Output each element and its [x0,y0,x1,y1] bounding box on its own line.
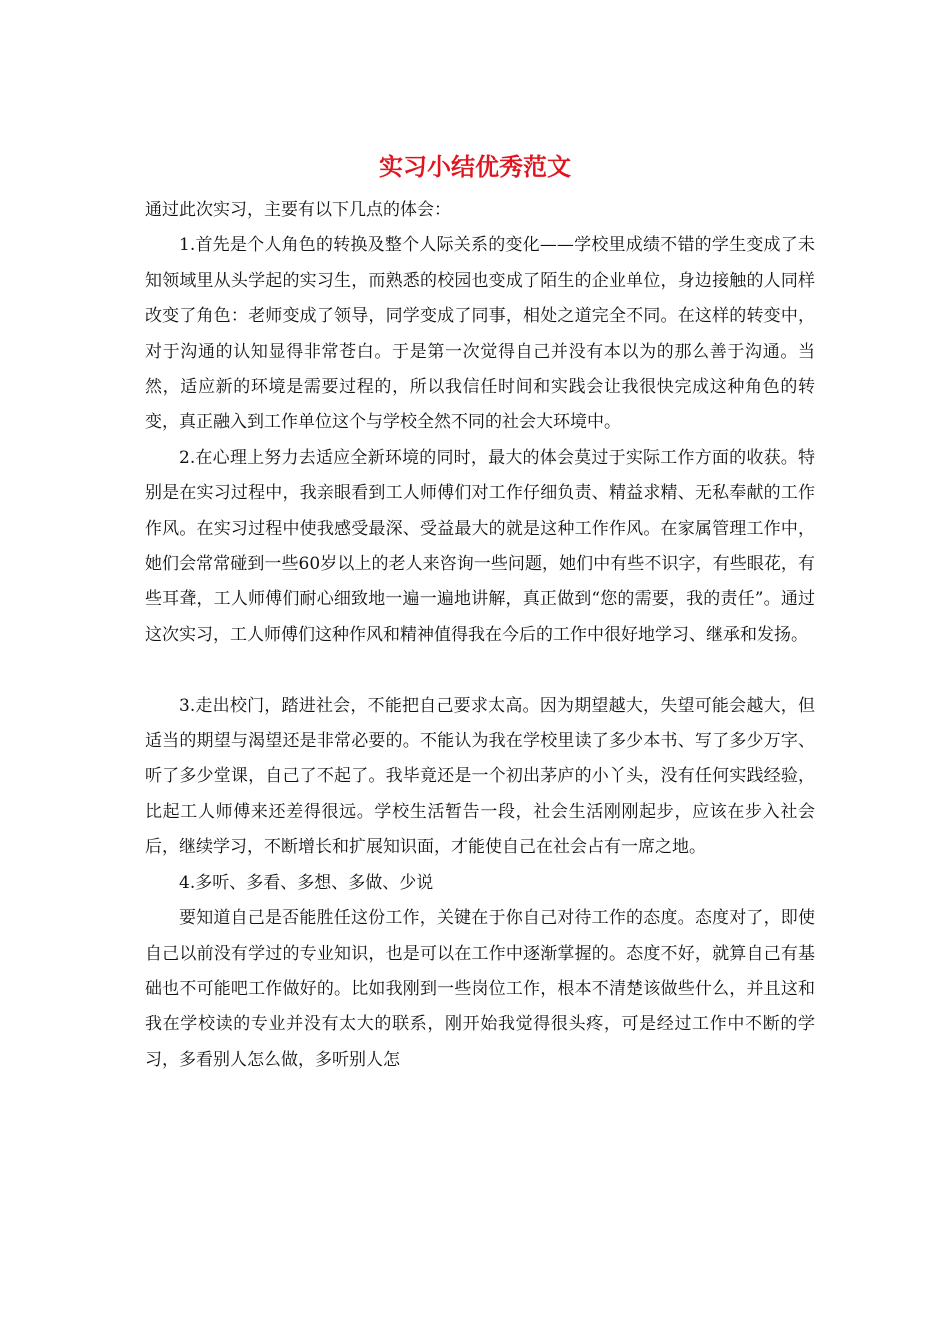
paragraph-1: 1.首先是个人角色的转换及整个人际关系的变化——学校里成绩不错的学生变成了未知领域里从头学起的实习生，而熟悉的校园也变成了陌生的企业单位，身边接触的人同样改变了角色：老师变成了领导，同学变成了同事，相处之道完全不同。在这样的转变中，对于沟通的认知显得非常苍白。于是第一次觉得自己并没有本以为的那么善于沟通。当然，适应新的环境是需要过程的，所以我信任时间和实践会让我很快完成这种角色的转变，真正融入到工作单位这个与学校全然不同的社会大环境中。 [145,235,815,433]
document-title: 实习小结优秀范文 [379,152,571,181]
paragraph-2: 2.在心理上努力去适应全新环境的同时，最大的体会莫过于实际工作方面的收获。特别是在实习过程中，我亲眼看到工人师傅们对工作仔细负责、精益求精、无私奉献的工作作风。在实习过程中使我感受最深、受益最大的就是这种工作作风。在家属管理工作中，她们会常常碰到一些60岁以上的老人来咨询一些问题，她们中有些不识字，有些眼花，有些耳聋，工人师傅们耐心细致地一遍一遍地讲解，真正做到“您的需要，我的责任”。通过这次实习，工人师傅们这种作风和精神值得我在今后的工作中很好地学习、继承和发扬。 [145,447,815,645]
paragraph-spacer [145,653,815,688]
intro-paragraph: 通过此次实习，主要有以下几点的体会： [145,200,451,220]
paragraph-4-body: 要知道自己是否能胜任这份工作，关键在于你自己对待工作的态度。态度对了，即使自己以前没有学过的专业知识，也是可以在工作中逐渐掌握的。态度不好，就算自己有基础也不可能吧工作做好的。比如我刚到一些岗位工作，根本不清楚该做些什么，并且这和我在学校读的专业并没有太大的联系，刚开始我觉得很头疼，可是经过工作中不断的学习，多看别人怎么做，多听别人怎 [145,908,815,1070]
paragraph-3: 3.走出校门，踏进社会，不能把自己要求太高。因为期望越大，失望可能会越大，但适当的期望与渴望还是非常必要的。不能认为我在学校里读了多少本书、写了多少万字、听了多少堂课，自己了不起了。我毕竟还是一个初出茅庐的小丫头，没有任何实践经验，比起工人师傅来还差得很远。学校生活暂告一段，社会生活刚刚起步，应该在步入社会后，继续学习，不断增长和扩展知识面，才能使自己在社会占有一席之地。 [145,695,815,858]
paragraph-4-heading: 4.多听、多看、多想、多做、少说 [179,872,434,893]
document-body [145,193,815,1078]
